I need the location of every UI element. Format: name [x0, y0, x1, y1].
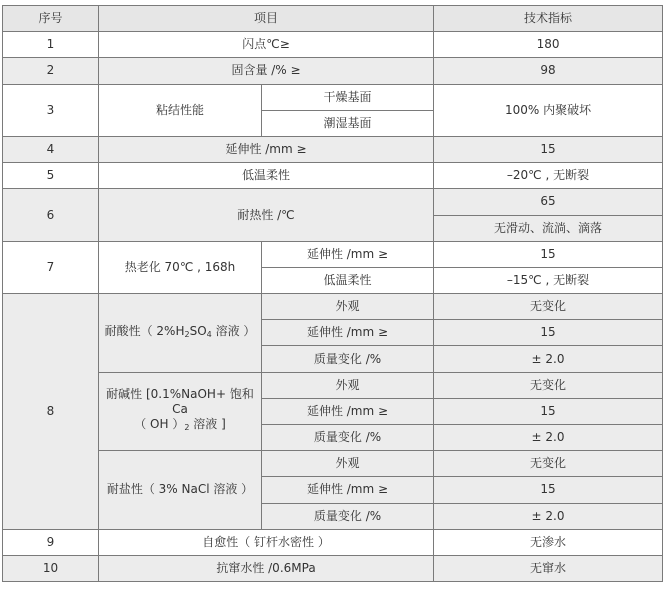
row-item: 耐热性 /℃: [99, 189, 434, 241]
table-row: [3, 451, 663, 477]
row-value: ± 2.0: [434, 503, 663, 529]
row-subitem: 延伸性 /mm ≥: [262, 477, 434, 503]
table-row: [3, 241, 663, 267]
row-value: 无滑动、流淌、滴落: [434, 215, 663, 241]
row-number: 10: [3, 555, 99, 581]
row-item: 固含量 /% ≥: [99, 58, 434, 84]
row-number: 7: [3, 241, 99, 293]
table-row: [3, 136, 663, 162]
row-number: 1: [3, 32, 99, 58]
row-value: 15: [434, 477, 663, 503]
row-subitem: 质量变化 /%: [262, 346, 434, 372]
table-row: [3, 32, 663, 58]
row-subitem: 延伸性 /mm ≥: [262, 398, 434, 424]
row-subitem: 质量变化 /%: [262, 425, 434, 451]
row-value: 无变化: [434, 294, 663, 320]
row-item: 低温柔性: [99, 163, 434, 189]
row-item: 自愈性（ 钉杆水密性 ）: [99, 529, 434, 555]
row-value: 15: [434, 241, 663, 267]
row-value: 15: [434, 320, 663, 346]
row-value: 无变化: [434, 372, 663, 398]
header-row: [3, 6, 663, 32]
row-value: 15: [434, 398, 663, 424]
row-number: 4: [3, 136, 99, 162]
row-value: 无渗水: [434, 529, 663, 555]
table-row: [3, 294, 663, 320]
table-row: [3, 189, 663, 215]
row-number: 9: [3, 529, 99, 555]
row-value: 无窜水: [434, 555, 663, 581]
row-subitem: 质量变化 /%: [262, 503, 434, 529]
table-row: [3, 163, 663, 189]
row-value: 无变化: [434, 451, 663, 477]
row-value: 180: [434, 32, 663, 58]
row-value: 98: [434, 58, 663, 84]
row-subitem: 外观: [262, 372, 434, 398]
row-item: 粘结性能: [99, 84, 262, 136]
row-item: 闪点℃≥: [99, 32, 434, 58]
row-subitem: 外观: [262, 294, 434, 320]
table-row: [3, 84, 663, 110]
table-row: [3, 372, 663, 398]
alkali-resistance-label: 耐碱性 [0.1%NaOH+ 饱和 Ca （ OH ）$_2$ 溶液 ]: [99, 372, 262, 451]
row-value: –15℃ , 无断裂: [434, 267, 663, 293]
row-item: 延伸性 /mm ≥: [99, 136, 434, 162]
row-subitem: 外观: [262, 451, 434, 477]
row-value: ± 2.0: [434, 346, 663, 372]
row-value: 15: [434, 136, 663, 162]
table-row: [3, 58, 663, 84]
row-number: 8: [3, 294, 99, 530]
header-no: 序号: [3, 6, 99, 32]
row-item: 抗窜水性 /0.6MPa: [99, 555, 434, 581]
row-number: 6: [3, 189, 99, 241]
header-item: 项目: [99, 6, 434, 32]
row-subitem: 干燥基面: [262, 84, 434, 110]
header-spec: 技术指标: [434, 6, 663, 32]
table-row: [3, 529, 663, 555]
acid-resistance-label: 耐酸性（ $2\%H_2SO_4$ 溶液 ）: [99, 294, 262, 373]
row-number: 5: [3, 163, 99, 189]
row-value: ± 2.0: [434, 425, 663, 451]
row-item: 热老化 70℃ , 168h: [99, 241, 262, 293]
row-subitem: 延伸性 /mm ≥: [262, 320, 434, 346]
row-value: 100% 内聚破坏: [434, 84, 663, 136]
row-value: –20℃ , 无断裂: [434, 163, 663, 189]
row-subitem: 潮湿基面: [262, 110, 434, 136]
spec-table: [2, 5, 663, 582]
row-number: 3: [3, 84, 99, 136]
row-number: 2: [3, 58, 99, 84]
row-subitem: 低温柔性: [262, 267, 434, 293]
row-subitem: 延伸性 /mm ≥: [262, 241, 434, 267]
row-value: 65: [434, 189, 663, 215]
salt-resistance-label: 耐盐性（ 3% NaCl 溶液 ）: [99, 451, 262, 530]
table-row: [3, 555, 663, 581]
